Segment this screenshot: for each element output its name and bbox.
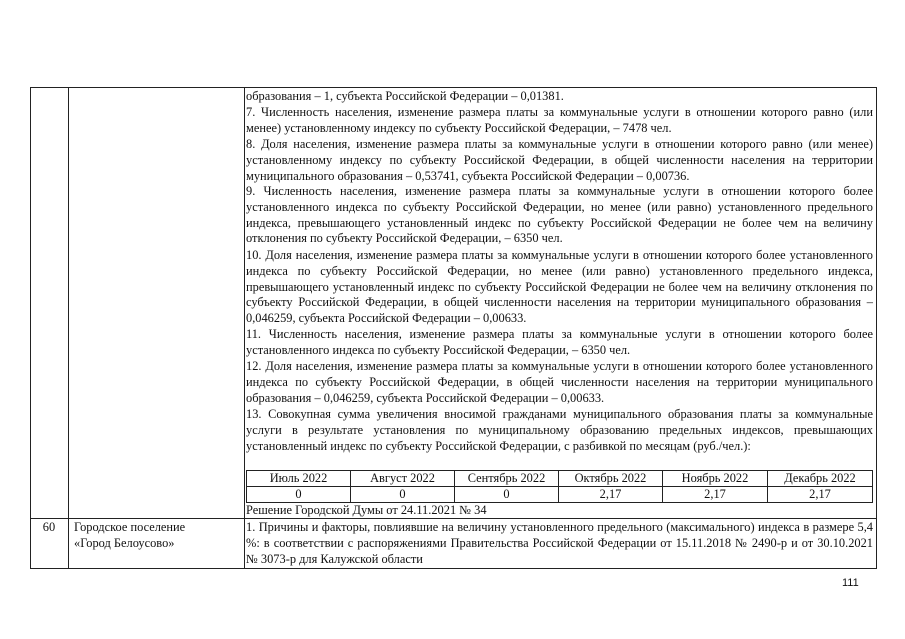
- paragraph-12: 12. Доля населения, изменение размера платы за коммунальные услуги в отношении которого более установленного индекса по субъекту Российской Федерации, в общей численности населения на территории муниципального образования – 0,046259, субъекта Российской Федерации – 0,00633.: [246, 359, 873, 405]
- paragraph-9: 9. Численность населения, изменение размера платы за коммунальные услуги в отношении которого более установленного индекса по субъекту Российской Федерации, но менее (или равно) установленного предельного индекса, превышающего установленный индекс по субъекту Российской Федерации не более чем на величину отклонения по субъекту Российской Федерации, – 6350 чел.: [246, 184, 873, 246]
- month-header: Июль 2022: [269, 471, 328, 485]
- month-header: Сентябрь 2022: [467, 471, 546, 485]
- decision-reference: Решение Городской Думы от 24.11.2021 № 34: [246, 503, 487, 517]
- month-header: Август 2022: [370, 471, 435, 485]
- paragraph-10: 10. Доля населения, изменение размера платы за коммунальные услуги в отношении которого более установленного индекса по субъекту Российской Федерации, но менее (или равно) установленного предельного индекса, превышающего установленный индекс по субъекту Российской Федерации не более чем на величину отклонения по субъекту Российской Федерации, в общей численности населения на территории муниципального образования – 0,046259, субъекта Российской Федерации – 0,00633.: [246, 248, 873, 326]
- month-header: Декабрь 2022: [784, 471, 856, 485]
- row-number: 60: [42, 520, 56, 534]
- row60-paragraph-1: 1. Причины и факторы, повлиявшие на величину установленного предельного (максимального) индекса в размере 5,4 %: в соответствии с распоряжениями Правительства Российской Федерации от 15.11.2018 № 2490-р и от 30.10.2021 № 3073-р для Калужской области: [246, 520, 873, 566]
- month-value: 0: [295, 487, 302, 501]
- paragraph-13: 13. Совокупная сумма увеличения вносимой гражданами муниципального образования платы за коммунальные услуги в результате установления по муниципальному образованию предельных индексов, превышающих установленный индекс по субъекту Российской Федерации, с разбивкой по месяцам (руб./чел.):: [246, 407, 873, 453]
- month-value: 0: [503, 487, 510, 501]
- municipality-name-line2: «Город Белоусово»: [74, 536, 175, 550]
- month-header: Октябрь 2022: [574, 471, 647, 485]
- municipality-name-line1: Городское поселение: [74, 520, 186, 534]
- month-value: 2,17: [809, 487, 831, 501]
- paragraph-11: 11. Численность населения, изменение размера платы за коммунальные услуги в отношении которого более установленного индекса по субъекту Российской Федерации, – 6350 чел.: [246, 327, 873, 357]
- month-value: 2,17: [599, 487, 622, 501]
- paragraph-8: 8. Доля населения, изменение размера платы за коммунальные услуги в отношении которого равно (или менее) установленному индексу по субъекту Российской Федерации, в общей численности населения на территории муниципального образования – 0,53741, субъекта Российской Федерации – 0,00736.: [246, 137, 873, 183]
- month-value: 0: [399, 487, 406, 501]
- paragraph-7: 7. Численность населения, изменение размера платы за коммунальные услуги в отношении которого равно (или менее) установленному индексу по субъекту Российской Федерации, – 7478 чел.: [246, 105, 873, 135]
- month-header: Ноябрь 2022: [681, 471, 749, 485]
- month-value: 2,17: [704, 487, 726, 501]
- text-line-continuation: образования – 1, субъекта Российской Федерации – 0,01381.: [246, 89, 564, 103]
- page-number: 111: [842, 577, 859, 589]
